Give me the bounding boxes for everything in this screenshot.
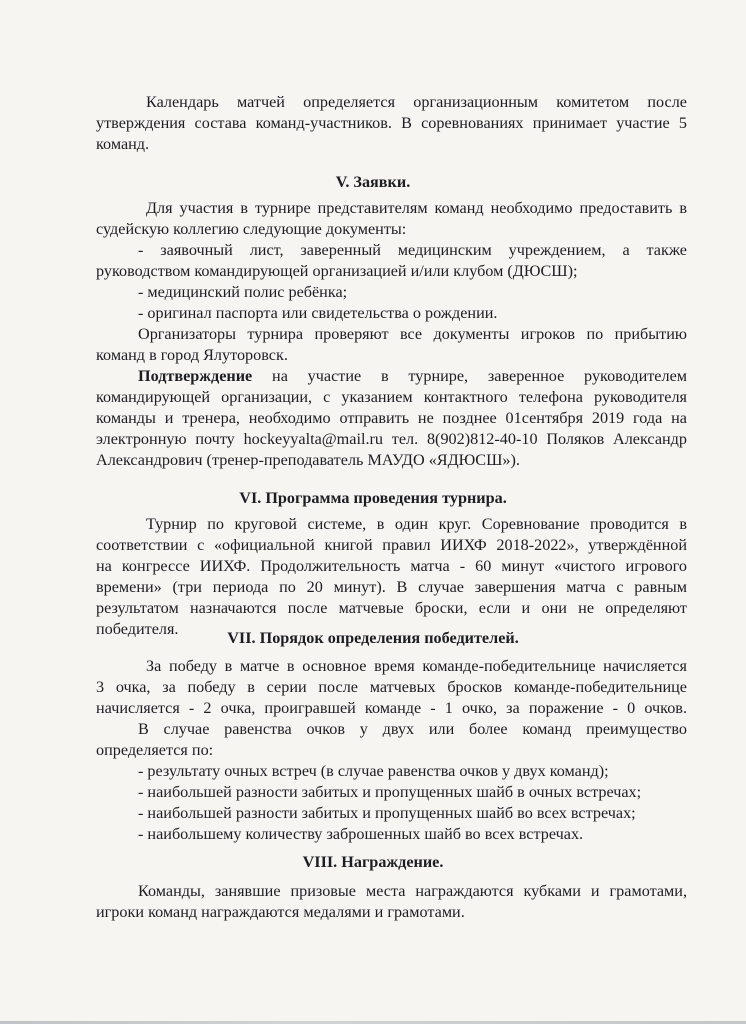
confirm-rest: на участие в турнире, заверенное руководителем [252,367,687,385]
sec5-line-4: руководством командирующей организацией и/или клубом (ДЮСШ); [96,262,578,280]
sec5-line-2: судейскую коллегию следующие документы: [96,220,407,238]
sec5-line-5: - медицинский полис ребёнка; [138,283,348,301]
sec5-line-3: - заявочный лист, заверенный медицинским учреждением, а также [138,241,687,259]
sec6-line-2: соответствии с «официальной книгой правил ИИХФ 2018-2022», утверждённой [96,536,687,554]
sec7-line-1: За победу в матче в основное время команде-победительнице начисляется [146,657,687,675]
sec5-confirm-4: электронную почту hockeyyalta@mail.ru тел. 8(902)812-40-10 Поляков Александр [96,430,687,448]
sec5-confirm-3: команды и тренера, необходимо отправить не позднее 01сентября 2019 года на [96,409,687,427]
confirm-bold: Подтверждение [138,367,253,385]
sec7-line-3: начисляется - 2 очка, проигравшей команде - 1 очко, за поражение - 0 очков. [96,699,687,717]
sec7-line-6: - результату очных встреч (в случае равенства очков у двух команд); [138,762,609,780]
intro-line-2: утверждения состава команд-участников. В соревнованиях принимает участие 5 [96,114,687,132]
sec7-line-7: - наибольшей разности забитых и пропущенных шайб в очных встречах; [138,783,642,801]
sec5-line-1: Для участия в турнире представителям команд необходимо предоставить в [146,199,687,217]
sec5-confirm-line [138,366,687,386]
sec7-line-4: В случае равенства очков у двух или более команд преимущество [138,720,687,738]
intro-line-3: команд. [96,135,150,153]
sec5-line-8: команд в город Ялуторовск. [96,346,288,364]
sec6-line-5: результатом назначаются после матчевые броски, если и они не определяют [96,599,687,617]
section-heading-awards: VIII. Награждение. [302,853,444,871]
section-heading-program: VI. Программа проведения турнира. [239,489,507,507]
sec5-line-6: - оригинал паспорта или свидетельства о рождении. [138,304,498,322]
sec8-line-2: игроки команд награждаются медалями и грамотами. [96,903,465,921]
sec7-line-9: - наибольшему количеству заброшенных шайб во всех встречах. [138,825,584,843]
sec5-confirm-2: командирующей организации, с указанием контактного телефона руководителя [96,388,687,406]
sec7-line-5: определяется по: [96,741,214,759]
sec7-line-8: - наибольшей разности забитых и пропущенных шайб во всех встречах; [138,804,636,822]
sec5-confirm-5: Александрович (тренер-преподаватель МАУДО «ЯДЮСШ»). [96,451,520,469]
sec7-line-2: 3 очка, за победу в серии после матчевых бросков команде-победительнице [96,678,687,696]
sec6-line-4: времени» (три периода по 20 минут). В случае завершения матча с равным [96,578,687,596]
section-heading-applications: V. Заявки. [335,173,411,191]
intro-line-1: Календарь матчей определяется организационным комитетом после [146,93,687,111]
sec6-line-6: победителя. [96,620,179,638]
sec6-line-1: Турнир по круговой системе, в один круг. Соревнование проводится в [146,515,687,533]
section-heading-winners: VII. Порядок определения победителей. [227,629,519,647]
sec5-line-7: Организаторы турнира проверяют все документы игроков по прибытию [138,325,687,343]
sec6-line-3: на конгрессе ИИХФ. Продолжительность матча - 60 минут «чистого игрового [96,557,687,575]
sec8-line-1: Команды, занявшие призовые места награждаются кубками и грамотами, [138,882,687,900]
